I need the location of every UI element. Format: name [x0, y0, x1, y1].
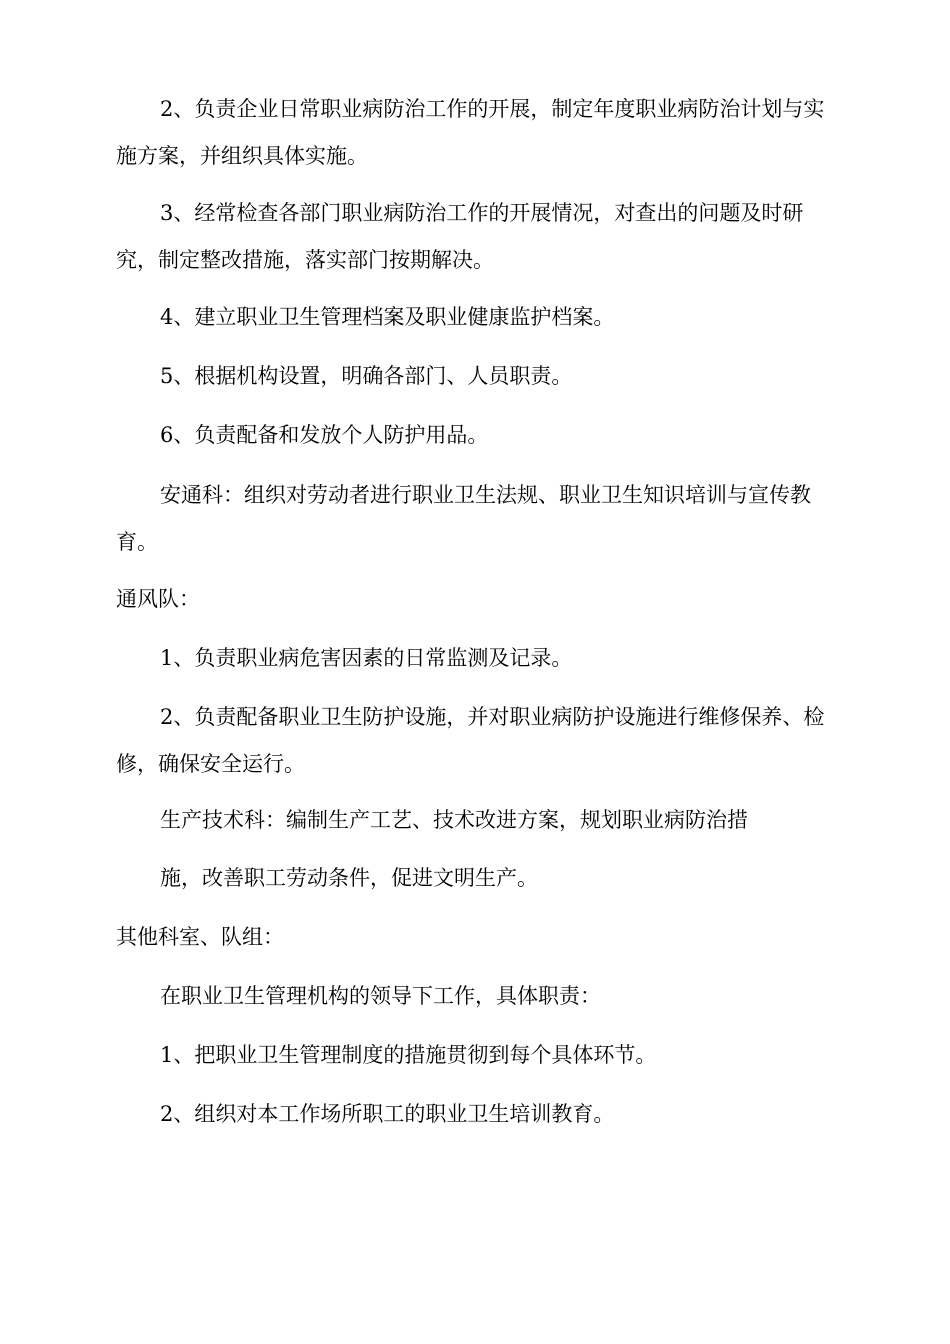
paragraph-duty-3: 3、经常检查各部门职业病防治工作的开展情况，对查出的问题及时研究，制定整改措施，落实部门按期解决。	[116, 201, 804, 272]
paragraph-duty-2: 2、负责企业日常职业病防治工作的开展，制定年度职业病防治计划与实施方案，并组织具体实施。	[116, 97, 825, 168]
paragraph-duty-4: 4、建立职业卫生管理档案及职业健康监护档案。	[160, 305, 615, 329]
paragraph-duty-5: 5、根据机构设置，明确各部门、人员职责。	[160, 364, 573, 388]
heading-ventilation-team: 通风队：	[116, 587, 200, 611]
paragraph-other-duty-2: 2、组织对本工作场所职工的职业卫生培训教育。	[160, 1102, 615, 1126]
paragraph-production-tech-line-2: 施，改善职工劳动条件，促进文明生产。	[160, 866, 538, 890]
heading-other-departments: 其他科室、队组：	[116, 925, 284, 949]
paragraph-ventilation-duty-1: 1、负责职业病危害因素的日常监测及记录。	[160, 646, 573, 670]
paragraph-production-tech-line-1: 生产技术科：编制生产工艺、技术改进方案，规划职业病防治措	[160, 808, 748, 832]
paragraph-other-duty-1: 1、把职业卫生管理制度的措施贯彻到每个具体环节。	[160, 1043, 657, 1067]
paragraph-duty-6: 6、负责配备和发放个人防护用品。	[160, 423, 489, 447]
paragraph-other-departments-intro: 在职业卫生管理机构的领导下工作，具体职责：	[160, 984, 601, 1008]
paragraph-antong-section: 安通科：组织对劳动者进行职业卫生法规、职业卫生知识培训与宣传教育。	[116, 483, 811, 554]
paragraph-ventilation-duty-2: 2、负责配备职业卫生防护设施，并对职业病防护设施进行维修保养、检修，确保安全运行。	[116, 705, 825, 776]
